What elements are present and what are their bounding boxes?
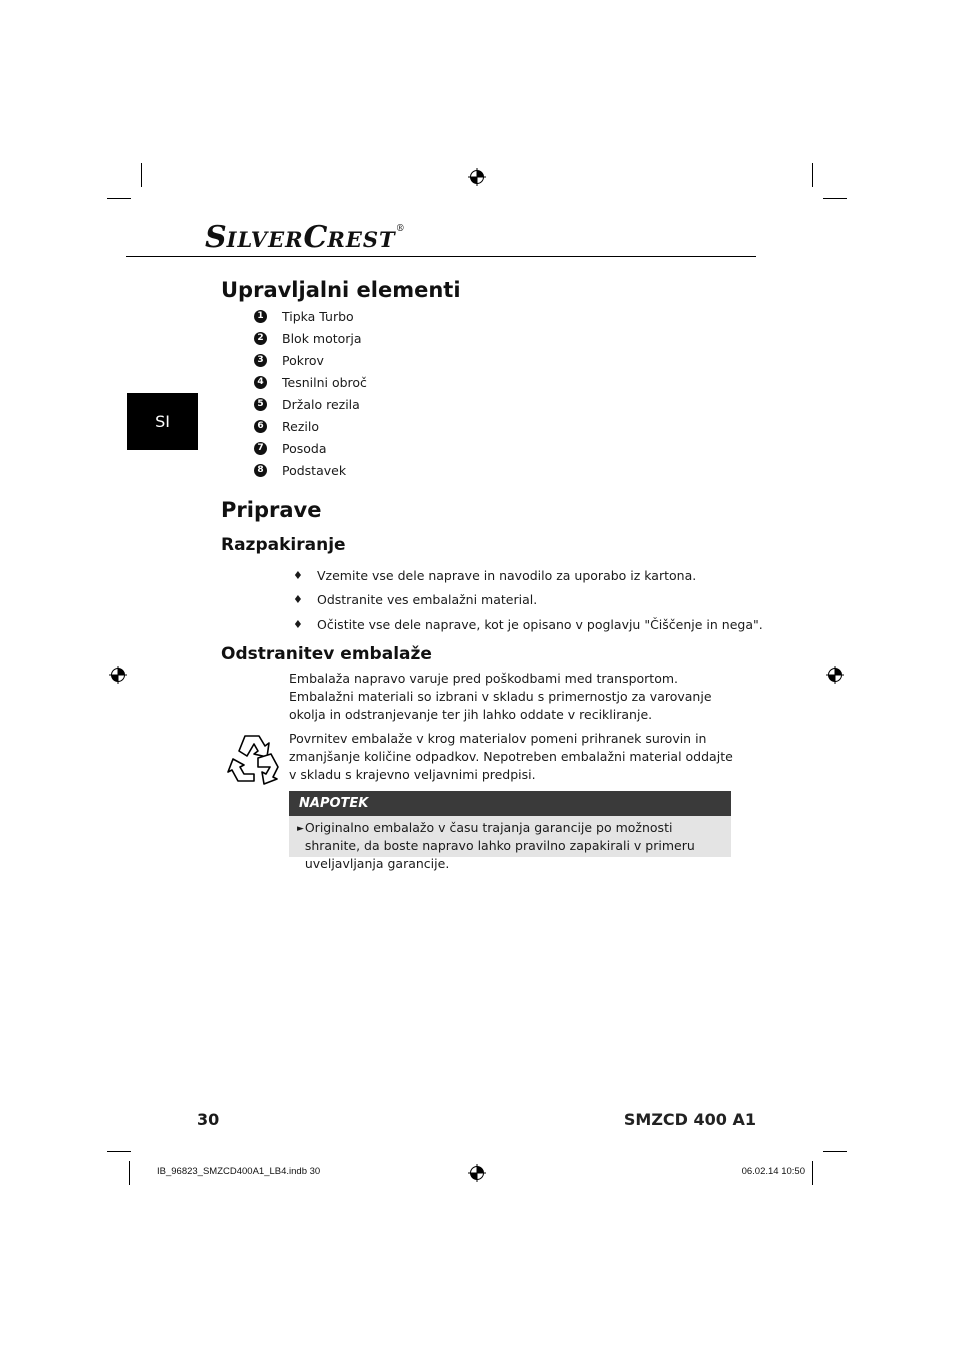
recycle-icon [225,730,287,788]
bullet-diamond-icon: ♦ [293,568,303,582]
registration-mark-icon [468,1164,486,1182]
list-item [293,563,763,588]
part-label: Tipka Turbo [282,308,354,324]
disposal-paragraph-1: Embalaža napravo varuje pred poškodbami med transportom. Embalažni materiali so izbrani v skladu s primernostjo za varovanje okolja in odstranjevanje ter jih lahko oddate v recikliranje. [289,671,712,722]
part-label: Podstavek [282,462,347,478]
list-item [252,349,367,371]
list-item [252,459,367,481]
part-label: Pokrov [282,352,324,368]
part-label: Tesnilni obroč [282,374,367,390]
part-number: 1 [254,310,267,323]
part-number: 5 [254,398,267,411]
brand-logo: SILVERCREST® [205,220,405,255]
bullet-text: Očistite vse dele naprave, kot je opisano v poglavju "Čiščenje in nega". [317,616,763,632]
disposal-paragraph-2: Povrnitev embalaže v krog materialov pomeni prihranek surovin in zmanjšanje količine odpadkov. Nepotreben embalažni material oddajte v skladu s krajevno veljavnimi predpisi. [289,731,733,782]
unpacking-list [293,563,763,637]
note-body [289,816,731,871]
bullet-diamond-icon: ♦ [293,593,303,607]
print-slug-file: IB_96823_SMZCD400A1_LB4.indb 30 [157,1166,321,1177]
part-label: Držalo rezila [282,396,360,412]
list-item [293,588,763,613]
part-label: Rezilo [282,418,319,434]
list-item [252,415,367,437]
part-label: Blok motorja [282,330,362,346]
note-heading-label: NAPOTEK [299,796,369,811]
header-rule [126,256,756,257]
list-item [252,393,367,415]
registration-mark-icon [826,666,844,684]
bullet-text: Vzemite vse dele naprave in navodilo za uporabo iz kartona. [317,567,697,583]
list-item [252,327,367,349]
subsection-title-unpacking: Razpakiranje [221,535,346,555]
crop-mark [107,1151,131,1152]
note-text: Originalno embalažo v času trajanja garancije po možnosti shranite, da boste napravo lahko pravilno zapakirali v primeru uveljavljanja garancije. [304,820,695,871]
part-label: Posoda [282,440,327,456]
list-item [252,371,367,393]
part-number: 3 [254,354,267,367]
part-number: 7 [254,442,267,455]
section-title-controls: Upravljalni elementi [221,278,461,302]
bullet-diamond-icon: ♦ [293,617,303,631]
section-title-prep: Priprave [221,498,322,522]
parts-list [252,305,367,481]
registration-mark-icon [468,168,486,186]
part-number: 6 [254,420,267,433]
part-number: 4 [254,376,267,389]
page-number: 30 [197,1110,220,1129]
list-item [252,305,367,327]
list-item [293,612,763,637]
bullet-text: Odstranite ves embalažni material. [317,592,538,608]
list-item [252,437,367,459]
crop-mark [823,198,847,199]
arrow-right-icon: ► [297,824,304,834]
crop-mark [141,163,142,187]
subsection-title-disposal: Odstranitev embalaže [221,644,432,664]
part-number: 8 [254,464,267,477]
crop-mark [129,1161,130,1185]
crop-mark [823,1151,847,1152]
crop-mark [812,163,813,187]
part-number: 2 [254,332,267,345]
crop-mark [107,198,131,199]
model-number: SMZCD 400 A1 [623,1110,756,1129]
print-slug-date: 06.02.14 10:50 [741,1166,805,1177]
crop-mark [812,1161,813,1185]
registration-mark-icon [109,666,127,684]
language-tab-label: SI [155,412,170,431]
language-tab [127,393,198,450]
note-heading [289,791,731,816]
